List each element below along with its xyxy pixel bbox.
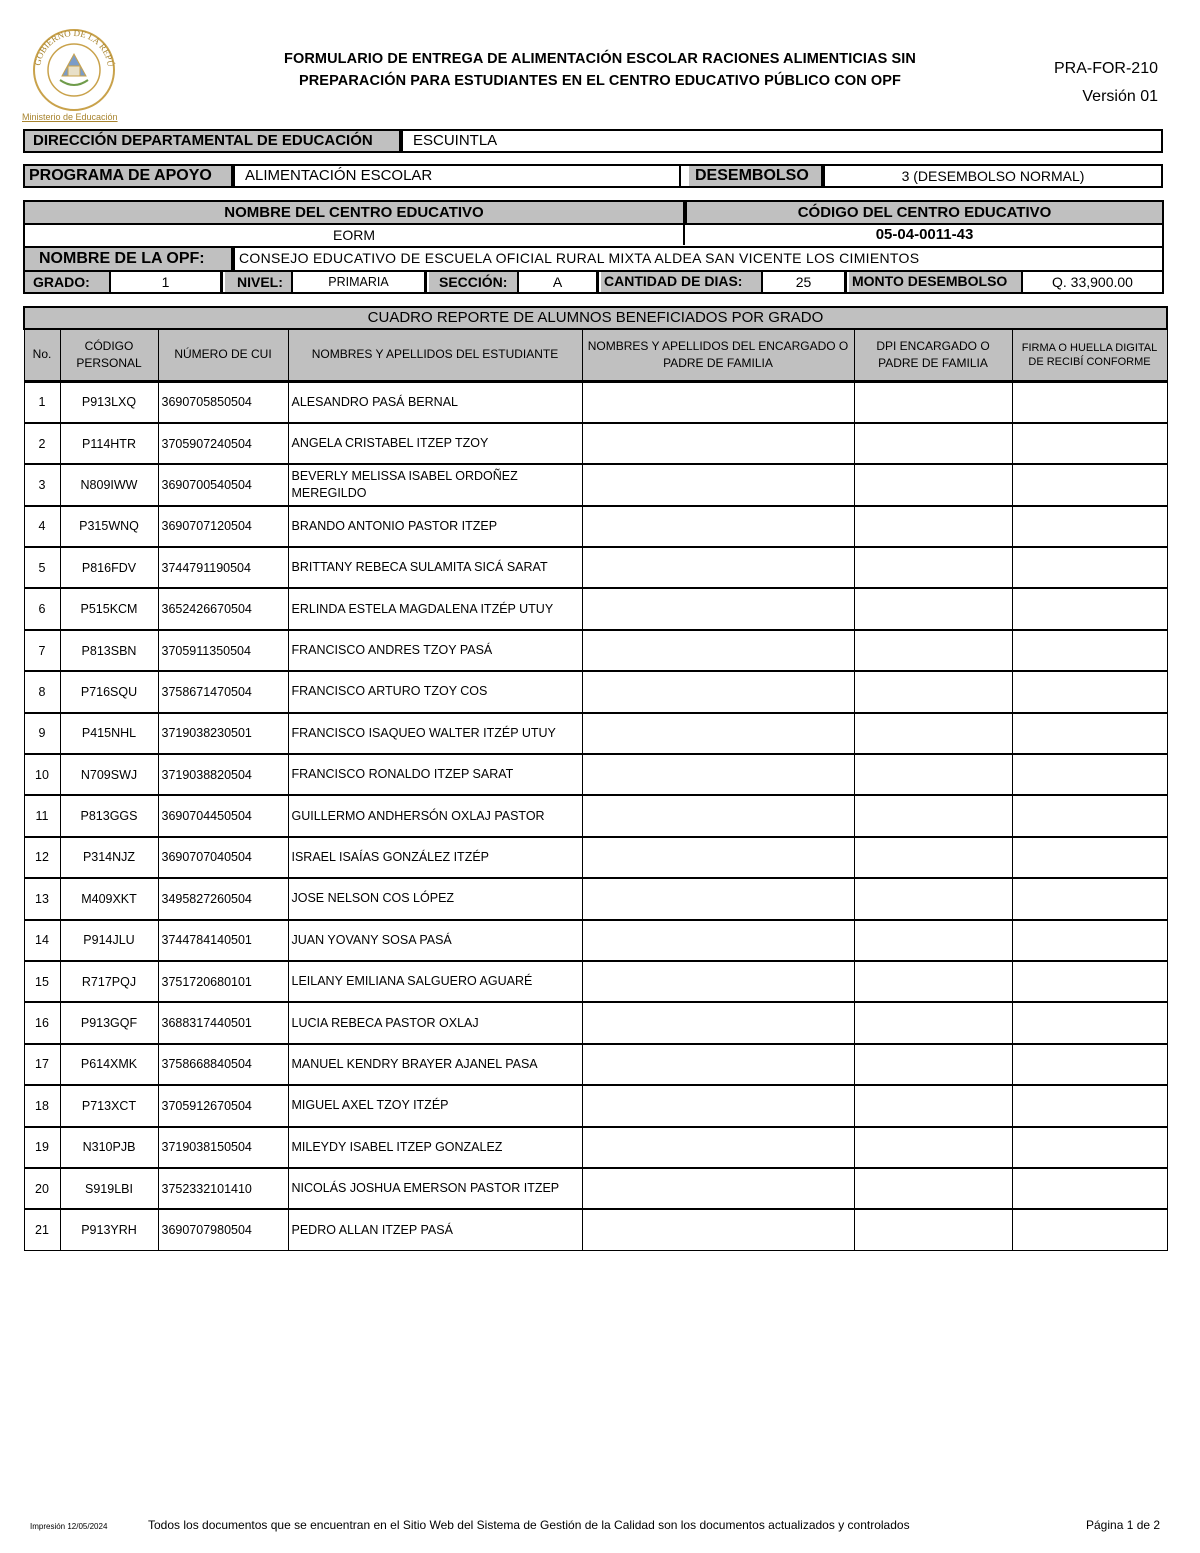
table-row <box>24 588 1167 629</box>
cell-estudiante: PEDRO ALLAN ITZEP PASÁ <box>288 1209 582 1250</box>
cell-no: 18 <box>24 1085 60 1126</box>
cell-codigo: N809IWW <box>60 464 158 505</box>
nivel-label: NIVEL: <box>225 272 291 292</box>
table-row <box>24 961 1167 1002</box>
cell-encargado[interactable] <box>582 506 854 547</box>
cell-dpi[interactable] <box>854 961 1012 1002</box>
cell-encargado[interactable] <box>582 423 854 464</box>
table-row <box>24 878 1167 919</box>
programa-value: ALIMENTACIÓN ESCOLAR <box>245 167 433 184</box>
programa-row <box>23 164 1163 188</box>
cell-cui: 3705907240504 <box>158 423 288 464</box>
cell-cui: 3751720680101 <box>158 961 288 1002</box>
divider <box>231 248 235 270</box>
cell-firma[interactable] <box>1012 547 1167 588</box>
cell-estudiante: BRITTANY REBECA SULAMITA SICÁ SARAT <box>288 547 582 588</box>
cell-firma[interactable] <box>1012 630 1167 671</box>
cell-firma[interactable] <box>1012 671 1167 712</box>
cell-encargado[interactable] <box>582 1209 854 1250</box>
cell-codigo: P913GQF <box>60 1002 158 1043</box>
cell-estudiante: LUCIA REBECA PASTOR OXLAJ <box>288 1002 582 1043</box>
cell-no: 5 <box>24 547 60 588</box>
cell-codigo: P114HTR <box>60 423 158 464</box>
table-row <box>24 1085 1167 1126</box>
table-header-row <box>24 329 1167 381</box>
cell-dpi[interactable] <box>854 1168 1012 1209</box>
cell-dpi[interactable] <box>854 630 1012 671</box>
table-row <box>24 1127 1167 1168</box>
form-version: Versión 01 <box>1082 88 1158 105</box>
col-header-dpi: DPI ENCARGADO O PADRE DE FAMILIA <box>854 329 1012 381</box>
cell-dpi[interactable] <box>854 795 1012 836</box>
cell-estudiante: MANUEL KENDRY BRAYER AJANEL PASA <box>288 1044 582 1085</box>
title-line-2: PREPARACIÓN PARA ESTUDIANTES EN EL CENTRO EDUCATIVO PÚBLICO CON OPF <box>298 73 902 89</box>
cell-encargado[interactable] <box>582 671 854 712</box>
cell-codigo: N709SWJ <box>60 754 158 795</box>
monto-value: Q. 33,900.00 <box>1021 272 1162 292</box>
cell-cui: 3690705850504 <box>158 381 288 423</box>
cell-cui: 3744791190504 <box>158 547 288 588</box>
table-caption: CUADRO REPORTE DE ALUMNOS BENEFICIADOS POR GRADO <box>24 307 1167 329</box>
desembolso-label: DESEMBOLSO <box>689 166 821 186</box>
cell-firma[interactable] <box>1012 1209 1167 1250</box>
cell-no: 19 <box>24 1127 60 1168</box>
table-row <box>24 381 1167 423</box>
cell-encargado[interactable] <box>582 754 854 795</box>
cell-encargado[interactable] <box>582 713 854 754</box>
cell-no: 3 <box>24 464 60 505</box>
cell-dpi[interactable] <box>854 381 1012 423</box>
cell-cui: 3719038230501 <box>158 713 288 754</box>
direccion-label: DIRECCIÓN DEPARTAMENTAL DE EDUCACIÓN <box>25 131 399 151</box>
cell-firma[interactable] <box>1012 795 1167 836</box>
direccion-row <box>23 129 1163 153</box>
cell-estudiante: FRANCISCO ISAQUEO WALTER ITZÉP UTUY <box>288 713 582 754</box>
cell-no: 11 <box>24 795 60 836</box>
cell-codigo: P314NJZ <box>60 837 158 878</box>
col-header-encargado: NOMBRES Y APELLIDOS DEL ENCARGADO O PADRE DE FAMILIA <box>582 329 854 381</box>
cell-codigo: P813SBN <box>60 630 158 671</box>
cell-no: 17 <box>24 1044 60 1085</box>
cell-firma[interactable] <box>1012 1127 1167 1168</box>
table-row <box>24 713 1167 754</box>
cell-encargado[interactable] <box>582 961 854 1002</box>
cell-no: 20 <box>24 1168 60 1209</box>
svg-text:GOBIERNO DE LA REPÚBLICA: GOBIERNO DE LA REPÚ <box>32 27 116 68</box>
cell-encargado[interactable] <box>582 1168 854 1209</box>
col-header-codigo: CÓDIGO PERSONAL <box>60 329 158 381</box>
page-number: Página 1 de 2 <box>1086 1518 1161 1532</box>
cell-firma[interactable] <box>1012 381 1167 423</box>
table-row <box>24 423 1167 464</box>
cell-encargado[interactable] <box>582 1127 854 1168</box>
cell-firma[interactable] <box>1012 1044 1167 1085</box>
cell-encargado[interactable] <box>582 588 854 629</box>
form-code: PRA-FOR-210 <box>1053 60 1158 77</box>
cell-cui: 3758671470504 <box>158 671 288 712</box>
grado-value: 1 <box>109 272 223 292</box>
title-line-1: FORMULARIO DE ENTREGA DE ALIMENTACIÓN ESCOLAR RACIONES ALIMENTICIAS SIN <box>284 51 916 67</box>
table-row <box>24 1044 1167 1085</box>
cell-no: 2 <box>24 423 60 464</box>
cell-no: 12 <box>24 837 60 878</box>
ministry-logo <box>22 24 132 124</box>
table-row <box>24 1002 1167 1043</box>
cell-no: 8 <box>24 671 60 712</box>
cell-dpi[interactable] <box>854 837 1012 878</box>
codigo-centro-label: CÓDIGO DEL CENTRO EDUCATIVO <box>687 202 1162 223</box>
cell-cui: 3752332101410 <box>158 1168 288 1209</box>
cell-estudiante: LEILANY EMILIANA SALGUERO AGUARÉ <box>288 961 582 1002</box>
cell-estudiante: JUAN YOVANY SOSA PASÁ <box>288 920 582 961</box>
opf-label: NOMBRE DE LA OPF: <box>25 248 231 270</box>
codigo-centro-value: 05-04-0011-43 <box>875 226 974 243</box>
cell-codigo: N310PJB <box>60 1127 158 1168</box>
cell-encargado[interactable] <box>582 1002 854 1043</box>
table-row <box>24 671 1167 712</box>
cell-firma[interactable] <box>1012 423 1167 464</box>
opf-value: CONSEJO EDUCATIVO DE ESCUELA OFICIAL RURAL MIXTA ALDEA SAN VICENTE LOS CIMIENTOS <box>239 250 920 266</box>
cell-codigo: P913LXQ <box>60 381 158 423</box>
seccion-label: SECCIÓN: <box>429 272 517 292</box>
cell-firma[interactable] <box>1012 464 1167 505</box>
cell-cui: 3652426670504 <box>158 588 288 629</box>
cell-firma[interactable] <box>1012 506 1167 547</box>
cell-dpi[interactable] <box>854 754 1012 795</box>
cell-dpi[interactable] <box>854 506 1012 547</box>
cell-no: 13 <box>24 878 60 919</box>
cell-dpi[interactable] <box>854 1002 1012 1043</box>
cell-encargado[interactable] <box>582 795 854 836</box>
seccion-value: A <box>517 272 599 292</box>
dias-label: CANTIDAD DE DIAS: <box>601 272 761 292</box>
cell-estudiante: ERLINDA ESTELA MAGDALENA ITZÉP UTUY <box>288 588 582 629</box>
table-row <box>24 1209 1167 1250</box>
cell-firma[interactable] <box>1012 1168 1167 1209</box>
cell-estudiante: BRANDO ANTONIO PASTOR ITZEP <box>288 506 582 547</box>
col-header-firma: FIRMA O HUELLA DIGITAL DE RECIBÍ CONFORME <box>1012 329 1167 381</box>
table-row <box>24 920 1167 961</box>
cell-encargado[interactable] <box>582 1085 854 1126</box>
table-row <box>24 1168 1167 1209</box>
cell-firma[interactable] <box>1012 1002 1167 1043</box>
cell-no: 15 <box>24 961 60 1002</box>
cell-dpi[interactable] <box>854 713 1012 754</box>
table-row <box>24 754 1167 795</box>
programa-label: PROGRAMA DE APOYO <box>25 166 231 186</box>
cell-encargado[interactable] <box>582 920 854 961</box>
cell-cui: 3758668840504 <box>158 1044 288 1085</box>
cell-codigo: M409XKT <box>60 878 158 919</box>
cell-cui: 3690707040504 <box>158 837 288 878</box>
cell-dpi[interactable] <box>854 671 1012 712</box>
cell-dpi[interactable] <box>854 1085 1012 1126</box>
table-row <box>24 464 1167 505</box>
cell-dpi[interactable] <box>854 1209 1012 1250</box>
logo-caption: Ministerio de Educación <box>22 112 118 122</box>
cell-cui: 3719038150504 <box>158 1127 288 1168</box>
form-title <box>230 48 970 92</box>
cell-cui: 3719038820504 <box>158 754 288 795</box>
cell-firma[interactable] <box>1012 837 1167 878</box>
cell-encargado[interactable] <box>582 837 854 878</box>
cell-codigo: P415NHL <box>60 713 158 754</box>
cell-cui: 3495827260504 <box>158 878 288 919</box>
cell-no: 14 <box>24 920 60 961</box>
direccion-value: ESCUINTLA <box>413 132 498 149</box>
cell-no: 4 <box>24 506 60 547</box>
footer-notice: Todos los documentos que se encuentran en el Sitio Web del Sistema de Gestión de la Calidad son los documentos actualizados y controlados <box>148 1518 910 1532</box>
divider <box>399 131 403 151</box>
divider <box>683 225 685 245</box>
cell-estudiante: MIGUEL AXEL TZOY ITZÉP <box>288 1085 582 1126</box>
cell-encargado[interactable] <box>582 464 854 505</box>
form-code-block <box>1000 55 1158 111</box>
cell-cui: 3690707120504 <box>158 506 288 547</box>
nombre-centro-label: NOMBRE DEL CENTRO EDUCATIVO <box>25 202 683 223</box>
cell-estudiante: ISRAEL ISAÍAS GONZÁLEZ ITZÉP <box>288 837 582 878</box>
cell-codigo: P713XCT <box>60 1085 158 1126</box>
cell-cui: 3688317440501 <box>158 1002 288 1043</box>
grado-label: GRADO: <box>25 272 109 292</box>
cell-estudiante: JOSE NELSON COS LÓPEZ <box>288 878 582 919</box>
cell-estudiante: MILEYDY ISABEL ITZEP GONZALEZ <box>288 1127 582 1168</box>
monto-label: MONTO DESEMBOLSO <box>849 272 1021 292</box>
cell-estudiante: BEVERLY MELISSA ISABEL ORDOÑEZ MEREGILDO <box>288 464 582 505</box>
cell-firma[interactable] <box>1012 920 1167 961</box>
cell-encargado[interactable] <box>582 1044 854 1085</box>
cell-estudiante: ANGELA CRISTABEL ITZEP TZOY <box>288 423 582 464</box>
cell-estudiante: FRANCISCO ANDRES TZOY PASÁ <box>288 630 582 671</box>
cell-firma[interactable] <box>1012 1085 1167 1126</box>
col-header-no: No. <box>24 329 60 381</box>
cell-no: 7 <box>24 630 60 671</box>
cell-dpi[interactable] <box>854 1127 1012 1168</box>
nombre-centro-value: EORM <box>333 227 375 243</box>
table-row <box>24 630 1167 671</box>
centro-block <box>23 200 1164 294</box>
cell-encargado[interactable] <box>582 381 854 423</box>
table-row <box>24 547 1167 588</box>
divider <box>679 166 681 186</box>
cell-firma[interactable] <box>1012 754 1167 795</box>
col-header-cui: NÚMERO DE CUI <box>158 329 288 381</box>
cell-no: 6 <box>24 588 60 629</box>
cell-encargado[interactable] <box>582 878 854 919</box>
cell-dpi[interactable] <box>854 547 1012 588</box>
cell-dpi[interactable] <box>854 464 1012 505</box>
cell-no: 1 <box>24 381 60 423</box>
desembolso-value: 3 (DESEMBOLSO NORMAL) <box>901 168 1085 184</box>
cell-estudiante: ALESANDRO PASÁ BERNAL <box>288 381 582 423</box>
cell-firma[interactable] <box>1012 878 1167 919</box>
divider <box>231 166 235 186</box>
cell-codigo: S919LBI <box>60 1168 158 1209</box>
cell-codigo: P816FDV <box>60 547 158 588</box>
cell-firma[interactable] <box>1012 961 1167 1002</box>
col-header-estudiante: NOMBRES Y APELLIDOS DEL ESTUDIANTE <box>288 329 582 381</box>
cell-cui: 3705911350504 <box>158 630 288 671</box>
cell-cui: 3744784140501 <box>158 920 288 961</box>
cell-cui: 3705912670504 <box>158 1085 288 1126</box>
cell-codigo: R717PQJ <box>60 961 158 1002</box>
table-row <box>24 837 1167 878</box>
table-row <box>24 795 1167 836</box>
cell-firma[interactable] <box>1012 713 1167 754</box>
dias-value: 25 <box>761 272 847 292</box>
impresion-date: Impresión 12/05/2024 <box>30 1522 108 1531</box>
cell-dpi[interactable] <box>854 1044 1012 1085</box>
cell-estudiante: FRANCISCO RONALDO ITZEP SARAT <box>288 754 582 795</box>
nivel-value: PRIMARIA <box>291 272 427 292</box>
cell-encargado[interactable] <box>582 630 854 671</box>
cell-estudiante: NICOLÁS JOSHUA EMERSON PASTOR ITZEP <box>288 1168 582 1209</box>
cell-no: 9 <box>24 713 60 754</box>
cell-dpi[interactable] <box>854 588 1012 629</box>
table-row <box>24 506 1167 547</box>
cell-codigo: P614XMK <box>60 1044 158 1085</box>
cell-codigo: P515KCM <box>60 588 158 629</box>
cell-estudiante: GUILLERMO ANDHERSÓN OXLAJ PASTOR <box>288 795 582 836</box>
cell-codigo: P315WNQ <box>60 506 158 547</box>
cell-cui: 3690704450504 <box>158 795 288 836</box>
cell-dpi[interactable] <box>854 878 1012 919</box>
cell-dpi[interactable] <box>854 423 1012 464</box>
cell-no: 21 <box>24 1209 60 1250</box>
cell-codigo: P914JLU <box>60 920 158 961</box>
cell-no: 16 <box>24 1002 60 1043</box>
beneficiaries-table <box>23 306 1168 1251</box>
government-seal-icon <box>22 24 132 124</box>
cell-dpi[interactable] <box>854 920 1012 961</box>
cell-cui: 3690707980504 <box>158 1209 288 1250</box>
cell-firma[interactable] <box>1012 588 1167 629</box>
cell-no: 10 <box>24 754 60 795</box>
cell-encargado[interactable] <box>582 547 854 588</box>
cell-cui: 3690700540504 <box>158 464 288 505</box>
cell-codigo: P716SQU <box>60 671 158 712</box>
cell-codigo: P813GGS <box>60 795 158 836</box>
cell-estudiante: FRANCISCO ARTURO TZOY COS <box>288 671 582 712</box>
cell-codigo: P913YRH <box>60 1209 158 1250</box>
